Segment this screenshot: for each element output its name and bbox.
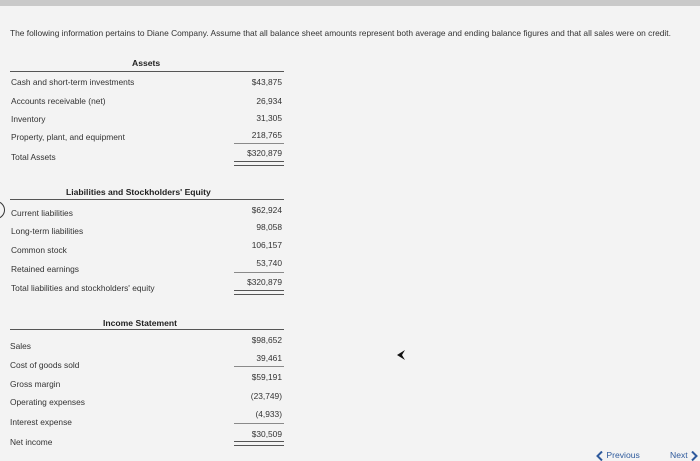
income-row-value: (23,749) (250, 391, 282, 401)
income-title: Income Statement (103, 318, 178, 328)
asset-row-value: 218,765 (251, 130, 282, 140)
liabilities-total-double-rule (234, 290, 284, 295)
income-interest-rule (234, 423, 284, 424)
assets-title: Assets (132, 58, 161, 68)
liability-row-value: 98,058 (256, 222, 282, 232)
assets-subtotal-rule (234, 143, 284, 144)
liabilities-title: Liabilities and Stockholders' Equity (66, 187, 211, 197)
previous-label: Previous (606, 450, 640, 460)
top-bar (0, 0, 700, 6)
chevron-right-icon (690, 451, 698, 461)
problem-intro: The following information pertains to Diane Company. Assume that all balance sheet amounts represent both average and ending balance figures and that all sales were on credit. (10, 28, 671, 38)
liability-row-value: $62,924 (251, 205, 282, 215)
income-cogs-rule (234, 366, 284, 367)
asset-row-value: 26,934 (256, 96, 282, 106)
liability-row-label: Common stock (11, 245, 67, 255)
income-total-double-rule (234, 441, 284, 446)
income-row-value: $98,652 (251, 335, 282, 345)
asset-row-value: 31,305 (256, 113, 282, 123)
mouse-cursor-icon (396, 349, 406, 361)
asset-row-label: Cash and short-term investments (11, 77, 135, 87)
liability-row-label: Retained earnings (11, 264, 79, 274)
income-header-rule (10, 329, 284, 330)
liability-row-value: $320,879 (247, 277, 282, 287)
income-row-label: Operating expenses (10, 397, 85, 407)
income-row-value: (4,933) (255, 409, 282, 419)
income-row-value: $59,191 (251, 372, 282, 382)
selection-bracket (0, 201, 5, 219)
income-row-value: $30,509 (251, 429, 282, 439)
next-button[interactable] (670, 450, 698, 461)
asset-row-label: Accounts receivable (net) (11, 96, 106, 106)
asset-row-label: Total Assets (11, 152, 56, 162)
asset-row-value: $43,875 (251, 77, 282, 87)
income-row-label: Net income (10, 437, 53, 447)
liabilities-header-rule (10, 199, 284, 200)
income-row-label: Gross margin (10, 379, 61, 389)
chevron-left-icon (596, 451, 604, 461)
liability-row-label: Current liabilities (11, 208, 73, 218)
income-row-label: Interest expense (10, 417, 72, 427)
assets-total-double-rule (234, 161, 284, 166)
previous-button[interactable] (596, 450, 640, 461)
liability-row-label: Total liabilities and stockholders' equity (11, 283, 155, 293)
asset-row-label: Property, plant, and equipment (11, 132, 125, 142)
income-row-label: Cost of goods sold (10, 360, 80, 370)
income-row-label: Sales (10, 341, 31, 351)
income-row-value: 39,461 (256, 353, 282, 363)
asset-row-value: $320,879 (247, 148, 282, 158)
liability-row-value: 106,157 (251, 240, 282, 250)
asset-row-label: Inventory (11, 114, 46, 124)
liabilities-subtotal-rule (234, 272, 284, 273)
next-label: Next (670, 450, 688, 460)
assets-header-rule (10, 71, 284, 72)
liability-row-label: Long-term liabilities (11, 226, 84, 236)
liability-row-value: 53,740 (256, 258, 282, 268)
